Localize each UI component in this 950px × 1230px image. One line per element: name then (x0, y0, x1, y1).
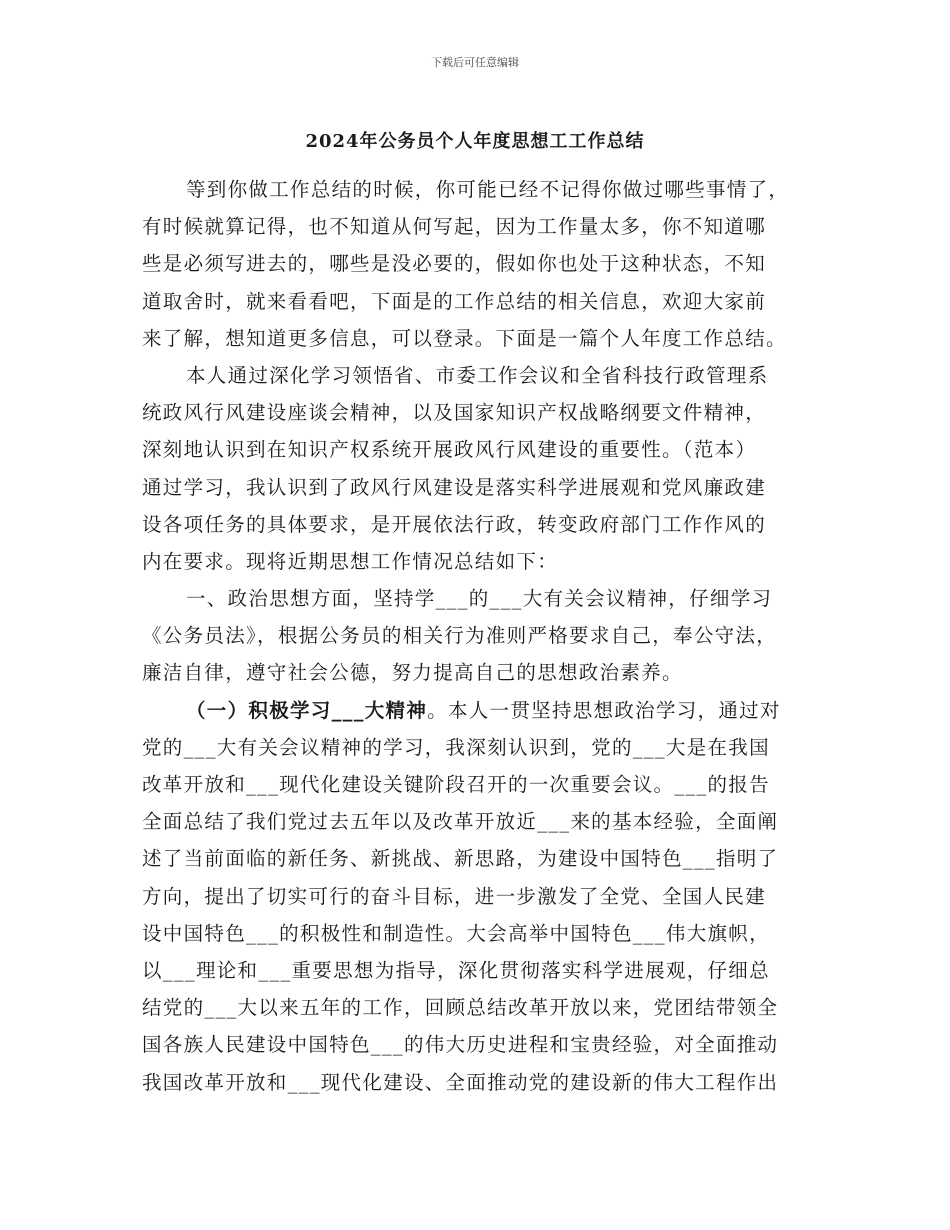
paragraph-line: 有时候就算记得，也不知道从何写起，因为工作量太多，你不知道哪 (142, 215, 767, 239)
paragraph-line: 通过学习，我认识到了政风行风建设是落实科学进展观和党风廉政建 (142, 475, 767, 499)
paragraph-line: 来了解，想知道更多信息，可以登录。下面是一篇个人年度工作总结。 (142, 326, 787, 350)
paragraph-line: 内在要求。现将近期思想工作情况总结如下： (142, 549, 559, 573)
section-text: 。本人一贯坚持思想政治学习，通过对 (427, 698, 781, 722)
paragraph-line: 等到你做工作总结的时候，你可能已经不记得你做过哪些事情了， (186, 178, 790, 201)
paragraph-line: 以___理论和___重要思想为指导，深化贯彻落实科学进展观，仔细总 (142, 958, 770, 982)
paragraph-line: 道取舍时，就来看看吧，下面是的工作总结的相关信息，欢迎大家前 (142, 289, 767, 313)
paragraph-line: 《公务员法》，根据公务员的相关行为准则严格要求自己，奉公守法， (142, 624, 778, 648)
paragraph-line: 改革开放和___现代化建设关键阶段召开的一次重要会议。___的报告 (142, 773, 770, 796)
paragraph-line: 全面总结了我们党过去五年以及改革开放近___来的基本经验，全面阐 (142, 810, 779, 834)
paragraph-line: 党的___大有关会议精神的学习，我深刻认识到，党的___大是在我国 (142, 735, 770, 759)
document-title: 2024年公务员个人年度思想工工作总结 (305, 131, 645, 152)
paragraph-line: 本人通过深化学习领悟省、市委工作会议和全省科技行政管理系 (186, 363, 769, 387)
paragraph-line: 我国改革开放和___现代化建设、全面推动党的建设新的伟大工程作出 (142, 1070, 779, 1094)
paragraph-line: 国各族人民建设中国特色___的伟大历史进程和宝贵经验，对全面推动 (142, 1033, 779, 1057)
paragraph-line: 结党的___大以来五年的工作，回顾总结改革开放以来，党团结带领全 (142, 996, 779, 1020)
paragraph-line: 述了当前面临的新任务、新挑战、新思路，为建设中国特色___指明了 (142, 847, 779, 871)
download-note: 下载后可任意编辑 (431, 56, 519, 69)
document-body (142, 171, 814, 1101)
paragraph-line: 方向，提出了切实可行的奋斗目标，进一步激发了全党、全国人民建 (142, 884, 767, 908)
paragraph-line: 些是必须写进去的，哪些是没必要的，假如你也处于这种状态，不知 (142, 252, 767, 276)
paragraph-line: 深刻地认识到在知识产权系统开展政风行风建设的重要性。（范本） (142, 438, 757, 462)
paragraph-line: 设各项任务的具体要求，是开展依法行政，转变政府部门工作作风的 (142, 512, 767, 536)
paragraph-line: 设中国特色___的积极性和制造性。大会高举中国特色___伟大旗帜， (142, 921, 770, 945)
paragraph-line: 廉洁自律，遵守社会公德，努力提高自己的思想政治素养。 (142, 661, 683, 685)
paragraph-line: 一、政治思想方面，坚持学___的___大有关会议精神，仔细学习 (186, 587, 773, 611)
paragraph-line: 统政风行风建设座谈会精神，以及国家知识产权战略纲要文件精神， (142, 401, 767, 425)
paragraph-line (142, 692, 814, 729)
section-heading: （一）积极学习___大精神 (186, 698, 428, 722)
